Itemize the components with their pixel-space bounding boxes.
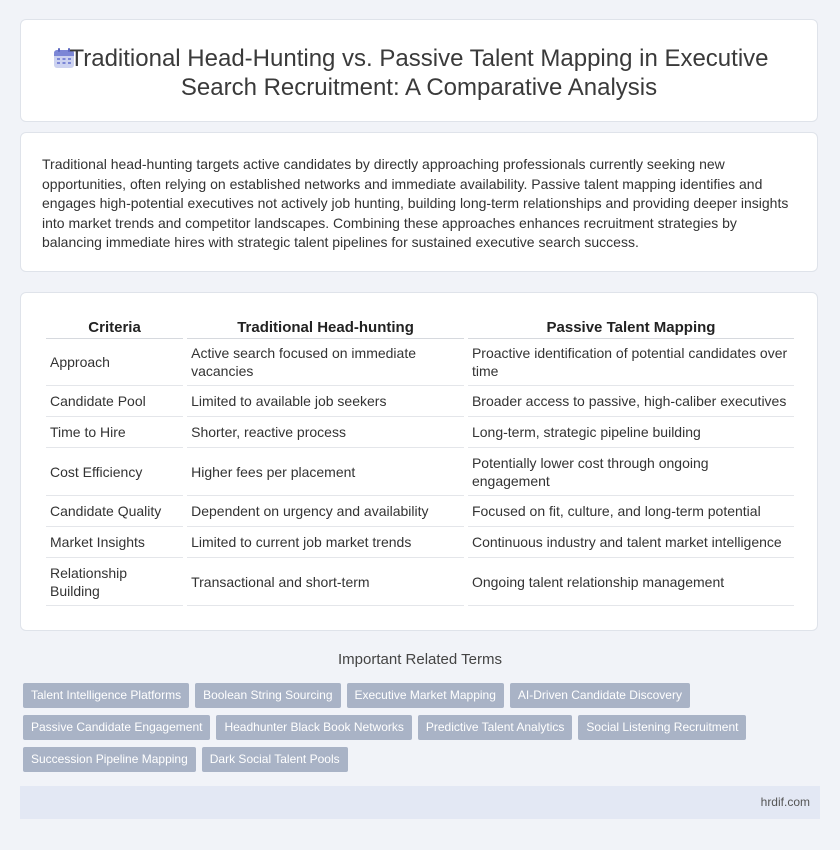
table-cell-criteria: Candidate Quality bbox=[46, 496, 183, 527]
table-cell: Active search focused on immediate vacancies bbox=[187, 339, 464, 386]
table-row bbox=[46, 417, 794, 448]
table-cell: Long-term, strategic pipeline building bbox=[468, 417, 794, 448]
comparison-table bbox=[42, 316, 798, 606]
footer-bar bbox=[20, 786, 820, 819]
related-term-tag[interactable]: Executive Market Mapping bbox=[347, 683, 504, 708]
column-header-passive: Passive Talent Mapping bbox=[468, 316, 794, 339]
intro-paragraph: Traditional head-hunting targets active candidates by directly approaching professionals currently seeking new opportunities, often relying on established networks and immediate availability. Passive talent mapping identifies and engages high-potential executives not actively job hunting, building long-term relationships and providing deeper insights into market trends and competitor landscapes. Combining these approaches enhances recruitment strategies by balancing immediate hires with strategic talent pipelines for sustained executive search success. bbox=[42, 156, 789, 251]
table-cell-criteria: Time to Hire bbox=[46, 417, 183, 448]
related-term-tag[interactable]: Passive Candidate Engagement bbox=[23, 715, 210, 740]
table-cell: Proactive identification of potential candidates over time bbox=[468, 339, 794, 386]
column-header-traditional: Traditional Head-hunting bbox=[187, 316, 464, 339]
table-cell: Transactional and short-term bbox=[187, 558, 464, 606]
related-term-tag[interactable]: Headhunter Black Book Networks bbox=[216, 715, 411, 740]
table-cell-criteria: Approach bbox=[46, 339, 183, 386]
intro-card bbox=[20, 132, 818, 272]
footer-site-link[interactable]: hrdif.com bbox=[760, 795, 810, 809]
table-row bbox=[46, 496, 794, 527]
related-term-tag[interactable]: Boolean String Sourcing bbox=[195, 683, 340, 708]
table-cell: Potentially lower cost through ongoing engagement bbox=[468, 448, 794, 496]
related-term-tag[interactable]: Succession Pipeline Mapping bbox=[23, 747, 196, 772]
table-row bbox=[46, 527, 794, 558]
related-terms-list bbox=[23, 683, 803, 772]
table-cell: Dependent on urgency and availability bbox=[187, 496, 464, 527]
related-terms-heading: Important Related Terms bbox=[338, 651, 502, 668]
table-cell-criteria: Cost Efficiency bbox=[46, 448, 183, 496]
comparison-card bbox=[20, 292, 818, 631]
related-term-tag[interactable]: Predictive Talent Analytics bbox=[418, 715, 573, 740]
table-cell: Shorter, reactive process bbox=[187, 417, 464, 448]
table-cell: Focused on fit, culture, and long-term potential bbox=[468, 496, 794, 527]
column-header-criteria: Criteria bbox=[46, 316, 183, 339]
table-row bbox=[46, 386, 794, 417]
related-term-tag[interactable]: Dark Social Talent Pools bbox=[202, 747, 348, 772]
title-card bbox=[20, 19, 818, 122]
table-cell: Limited to current job market trends bbox=[187, 527, 464, 558]
table-cell: Ongoing talent relationship management bbox=[468, 558, 794, 606]
table-cell: Broader access to passive, high-caliber executives bbox=[468, 386, 794, 417]
related-term-tag[interactable]: AI-Driven Candidate Discovery bbox=[510, 683, 690, 708]
table-cell: Higher fees per placement bbox=[187, 448, 464, 496]
table-cell-criteria: Market Insights bbox=[46, 527, 183, 558]
table-header-row bbox=[46, 316, 794, 339]
table-row bbox=[46, 339, 794, 386]
table-cell: Limited to available job seekers bbox=[187, 386, 464, 417]
page-title: Traditional Head-Hunting vs. Passive Talent Mapping in Executive Search Recruitment: A Comparative Analysis bbox=[69, 45, 769, 101]
table-cell: Continuous industry and talent market intelligence bbox=[468, 527, 794, 558]
table-cell-criteria: Candidate Pool bbox=[46, 386, 183, 417]
table-cell-criteria: Relationship Building bbox=[46, 558, 183, 606]
related-term-tag[interactable]: Social Listening Recruitment bbox=[578, 715, 746, 740]
related-term-tag[interactable]: Talent Intelligence Platforms bbox=[23, 683, 189, 708]
table-row bbox=[46, 558, 794, 606]
table-row bbox=[46, 448, 794, 496]
